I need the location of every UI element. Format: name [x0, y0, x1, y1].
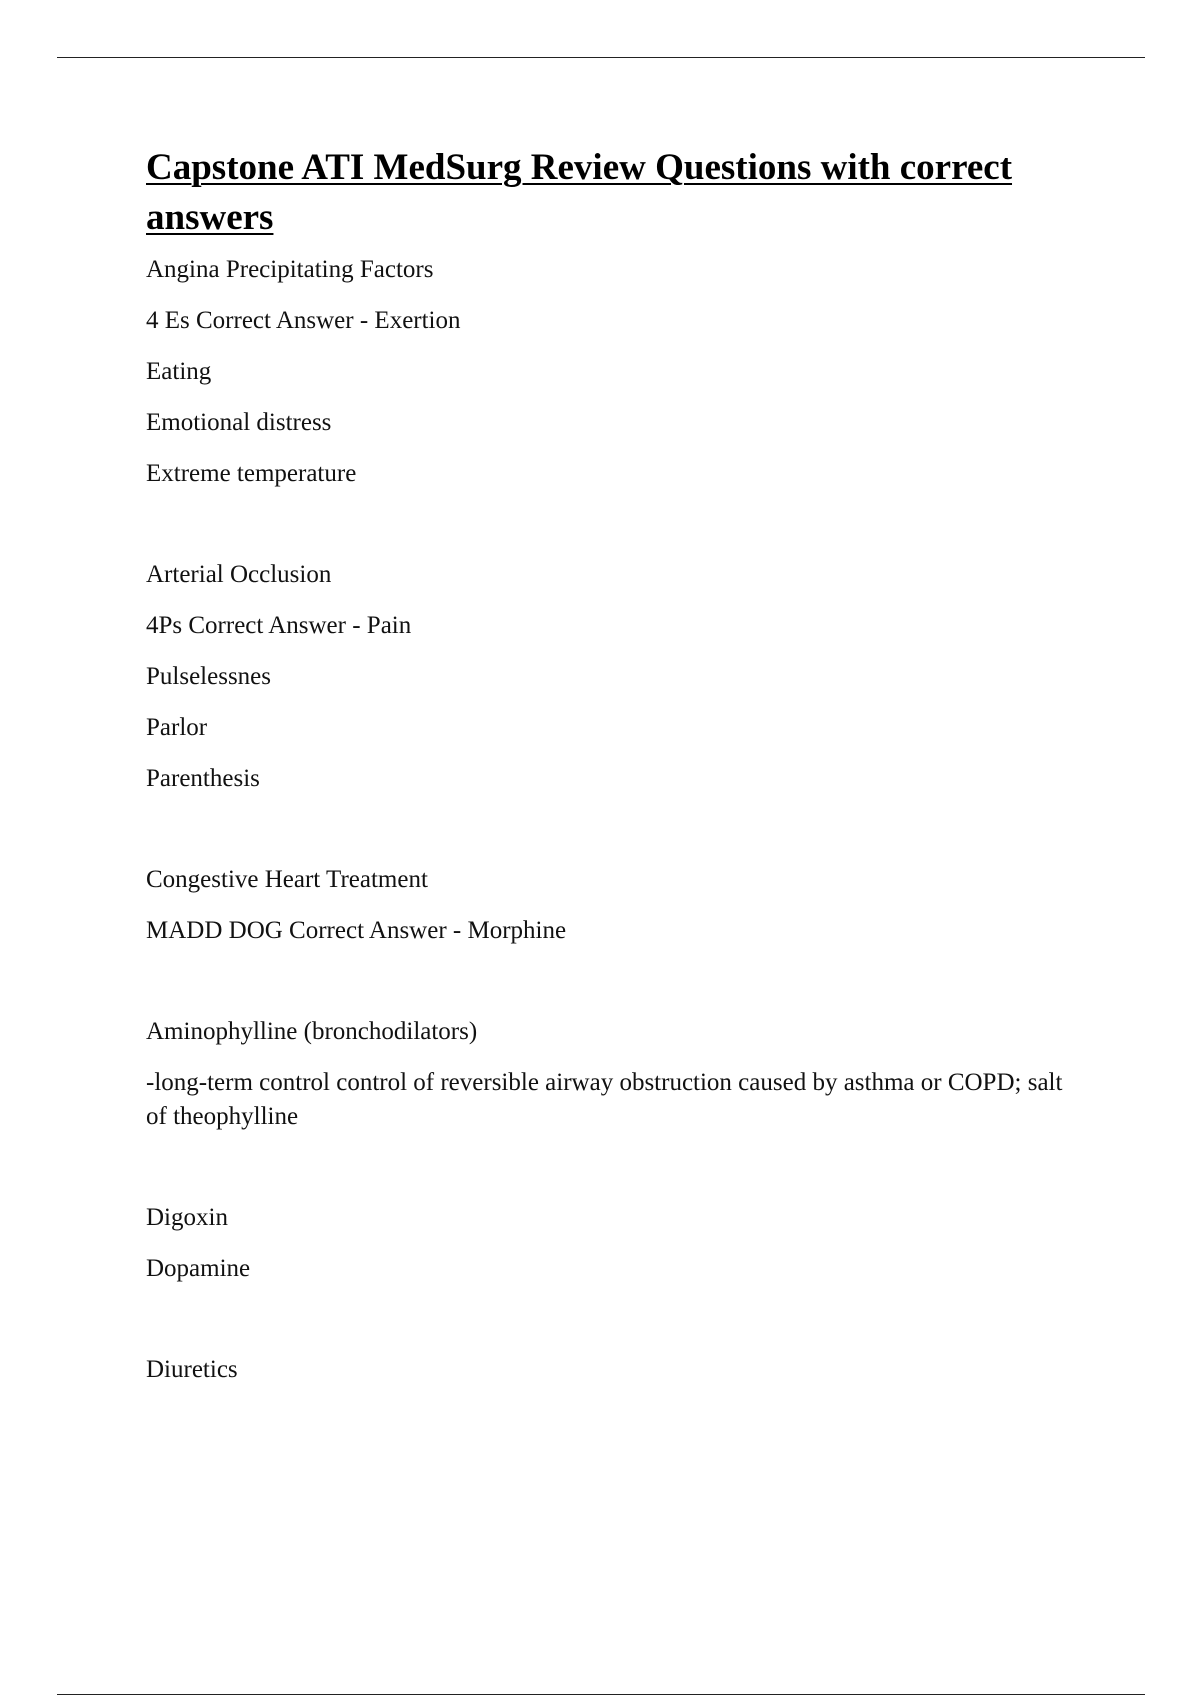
text-line: Aminophylline (bronchodilators)	[146, 1018, 478, 1045]
text-line: Parenthesis	[146, 765, 260, 792]
document-title: Capstone ATI MedSurg Review Questions with correct answers	[146, 147, 1013, 238]
paragraph-gap	[146, 965, 1076, 1015]
text-line: Arterial Occlusion	[146, 561, 332, 588]
text-line: Dopamine	[146, 1255, 251, 1282]
text-line: Angina Precipitating Factors	[146, 256, 434, 283]
text-line: MADD DOG Correct Answer - Morphine	[146, 917, 567, 944]
text-line: Parlor	[146, 714, 208, 741]
text-line: -long-term control control of reversible airway obstruction caused by asthma or COPD; salt of theophylline	[146, 1069, 1063, 1130]
top-rule	[57, 57, 1145, 58]
paragraph-gap	[146, 1151, 1076, 1201]
paragraph-gap	[146, 1303, 1076, 1353]
text-line: Extreme temperature	[146, 460, 357, 487]
text-line: Emotional distress	[146, 409, 332, 436]
text-line: Congestive Heart Treatment	[146, 866, 428, 893]
text-line: 4Ps Correct Answer - Pain	[146, 612, 412, 639]
text-line: Digoxin	[146, 1204, 228, 1231]
paragraph-gap	[146, 813, 1076, 863]
text-line: 4 Es Correct Answer - Exertion	[146, 307, 461, 334]
paragraph-gap	[146, 508, 1076, 558]
bottom-rule	[57, 1694, 1145, 1695]
text-line: Diuretics	[146, 1356, 238, 1383]
document-body	[146, 143, 1076, 1404]
text-line: Eating	[146, 358, 212, 385]
text-line: Pulselessnes	[146, 663, 271, 690]
